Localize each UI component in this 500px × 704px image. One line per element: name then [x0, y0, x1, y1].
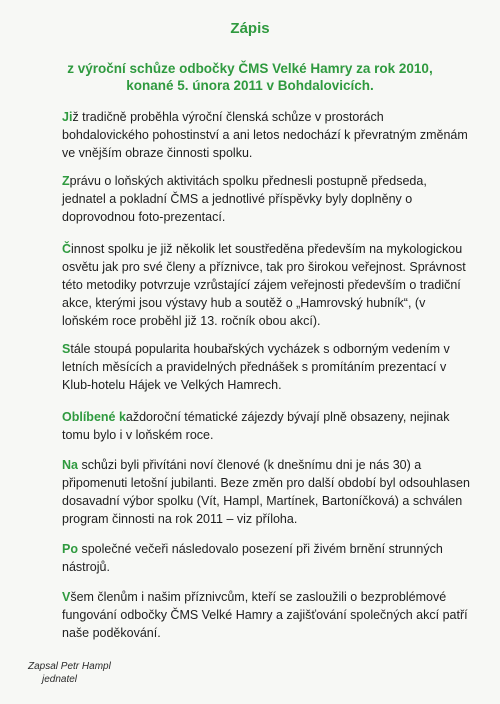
paragraph-lead: V	[62, 590, 71, 604]
signature-block	[28, 660, 111, 686]
paragraph-text: společné večeři následovalo posezení při živém brnění strunných nástrojů.	[62, 542, 443, 574]
paragraph-6	[62, 456, 472, 528]
paragraph-lead: Ji	[62, 110, 73, 124]
paragraph-text: šem členům i našim příznivcům, kteří se zasloužili o bezproblémové fungování odbočky ČMS Velké Hamry a zajišťování společných akcí patří naše poděkování.	[62, 590, 468, 640]
paragraph-text: innost spolku je již několik let soustředěna především na mykologickou osvětu jak pro své členy a příznivce, tak pro širokou veřejnost. Správnost této metodiky potvrzuje vzrůstající zájem veřejnosti především o tradiční akce, kterými jsou výstavy hub a soutěž o „Hamrovský hubník“, (v loňském roce proběhl již 13. ročník obou akcí).	[62, 242, 466, 328]
paragraph-4	[62, 340, 472, 394]
paragraph-text: schůzi byli přivítáni noví členové (k dnešnímu dni je nás 30) a připomenuti letošní jubilanti. Beze změn pro další období byl odsouhlasen dosavadní výbor spolku (Vít, Hampl, Martínek, Bartoníčková) a schválen program činnosti na rok 2011 – viz příloha.	[62, 458, 470, 526]
subtitle-line-2: konané 5. února 2011 v Bohdalovicích.	[126, 78, 374, 93]
signature-name: Zapsal Petr Hampl	[28, 661, 111, 672]
paragraph-1	[62, 108, 472, 162]
paragraph-8	[62, 588, 472, 642]
paragraph-text: tále stoupá popularita houbařských vycházek s odborným vedením v letních měsících a pravidelných přednášek s promítáním prezentací v Klub-hotelu Hájek ve Velkých Hamrech.	[62, 342, 450, 392]
paragraph-text: ž tradičně proběhla výroční členská schůze v prostorách bohdalovického pohostinství a ani letos nedochází k převratným změnám ve vnějším obraze činnosti spolku.	[62, 110, 468, 160]
paragraph-lead: Č	[62, 242, 72, 256]
paragraph-lead: Z	[62, 174, 70, 188]
subtitle-line-1: z výroční schůze odbočky ČMS Velké Hamry za rok 2010,	[67, 61, 433, 76]
document-subtitle	[40, 60, 460, 94]
paragraph-lead: S	[62, 342, 71, 356]
paragraph-7	[62, 540, 472, 576]
paragraph-2	[62, 172, 472, 226]
paragraph-text: právu o loňských aktivitách spolku přednesli postupně předseda, jednatel a pokladní ČMS a jednotlivé příspěvky byly doplněny o doprovodnou foto-prezentací.	[62, 174, 427, 224]
paragraph-5	[62, 408, 472, 444]
paragraph-lead: Oblíbené k	[62, 410, 126, 424]
document-title: Zápis	[230, 20, 270, 37]
paragraph-text: aždoroční tématické zájezdy bývají plně obsazeny, nejinak tomu bylo i v loňském roce.	[62, 410, 450, 442]
signature-role: jednatel	[42, 674, 78, 685]
paragraph-lead: Po	[62, 542, 78, 556]
paragraph-3	[62, 240, 472, 330]
paragraph-lead: Na	[62, 458, 78, 472]
